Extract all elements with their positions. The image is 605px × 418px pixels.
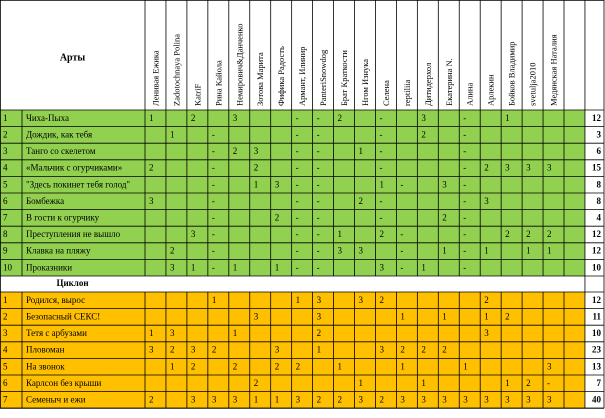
- section2-row-score: -: [547, 377, 551, 388]
- section1-row-score: 1: [526, 245, 531, 256]
- section2-row-score: 2: [505, 311, 510, 322]
- section1-row-score: 3: [274, 179, 280, 190]
- section2-row-num: 5: [3, 361, 8, 372]
- section1-row-score: 1: [379, 179, 384, 190]
- section1-row-score: 3: [169, 262, 175, 273]
- section2-row-total: 12: [592, 294, 601, 305]
- section1-row-score: 2: [358, 195, 363, 206]
- section1-row-score: -: [295, 146, 299, 157]
- section2-row-score: 1: [253, 394, 259, 405]
- section2-row-score: 2: [379, 294, 384, 305]
- section1-row-title: «Мальчик с огурчиками»: [26, 162, 123, 173]
- section1-row-total: 4: [596, 212, 601, 223]
- section1-row-score: -: [463, 262, 467, 273]
- section1-row-score: 3: [547, 162, 552, 173]
- section1-row-score: 3: [484, 195, 489, 206]
- section2-row-score: 2: [253, 377, 259, 388]
- section2-row-score: 1: [442, 311, 447, 322]
- section2-row-total: 13: [592, 361, 601, 372]
- section1-row-title: Танго со скелетом: [26, 146, 96, 157]
- column-header: Нгом Изнука: [359, 58, 370, 106]
- section2-row-score: 2: [421, 344, 426, 355]
- section2-row-score: 1: [463, 361, 468, 372]
- section2-row-score: 3: [400, 394, 405, 405]
- section1-row-score: 1: [358, 146, 363, 157]
- section1-row-score: 2: [442, 212, 447, 223]
- section2-row-score: 2: [379, 394, 384, 405]
- section1-row-score: 1: [190, 262, 196, 273]
- section1-row-num: 5: [3, 179, 8, 190]
- section2-row-score: 3: [484, 328, 489, 339]
- header-title: Арты: [59, 52, 86, 64]
- section2-row-score: 3: [547, 394, 552, 405]
- section1-row-score: 1: [337, 229, 343, 240]
- section2-row-score: 3: [421, 394, 426, 405]
- section2-row-score: 3: [547, 361, 552, 372]
- section2-row-score: 1: [337, 361, 343, 372]
- section2-row-score: 3: [463, 394, 468, 405]
- section1-row-score: -: [211, 195, 215, 206]
- section1-row-score: -: [295, 212, 299, 223]
- column-header: Zadotochnaya Polina: [171, 34, 182, 106]
- section1-row-score: 2: [337, 112, 343, 123]
- section2-row-score: 3: [358, 294, 363, 305]
- section1-row-score: 2: [190, 112, 196, 123]
- section1-row-score: 2: [421, 129, 426, 140]
- section2-row-score: 2: [149, 394, 154, 405]
- column-header: Рина Кайола: [213, 60, 224, 106]
- section1-row-score: -: [379, 146, 383, 157]
- section2-row-score: 3: [526, 394, 531, 405]
- section2-row-num: 2: [3, 311, 8, 322]
- section1-row-score: 3: [526, 162, 531, 173]
- section1-row-title: "Здесь покинет тебя голод": [26, 179, 131, 190]
- section2-row-score: 2: [295, 361, 301, 372]
- section1-row-score: -: [463, 212, 467, 223]
- section1-row-score: -: [295, 162, 299, 173]
- section1-row-score: 3: [149, 195, 154, 206]
- section1-row-score: -: [463, 162, 467, 173]
- section2-row-score: 3: [316, 311, 322, 322]
- section2-row-score: 2: [484, 294, 489, 305]
- section1-row-score: 2: [274, 212, 280, 223]
- section1-row-num: 3: [3, 146, 8, 157]
- section1-row-score: 3: [232, 112, 238, 123]
- section2-row-score: 1: [232, 328, 238, 339]
- section1-row-score: -: [379, 212, 383, 223]
- section1-row-score: -: [295, 262, 299, 273]
- section2-row-score: 2: [316, 394, 322, 405]
- section2-row-score: 1: [211, 294, 217, 305]
- section1-row-score: -: [295, 229, 299, 240]
- section2-title: Циклон: [56, 278, 89, 289]
- section1-row-score: -: [211, 146, 215, 157]
- section2-row-score: 2: [316, 328, 322, 339]
- section1-row-total: 12: [592, 112, 601, 123]
- column-header: PanteriSnowdog: [318, 49, 329, 106]
- section1-row-score: 1: [169, 129, 175, 140]
- section1-row-score: 2: [253, 162, 259, 173]
- section1-row-score: 3: [421, 112, 426, 123]
- section1-row-score: -: [295, 179, 299, 190]
- section2-row-score: 3: [358, 394, 363, 405]
- section1-row-score: -: [295, 245, 299, 256]
- section1-row-score: 1: [547, 245, 552, 256]
- column-header: Зотова Марита: [255, 52, 266, 106]
- section1-row-title: Дождик, как тебя: [26, 129, 93, 140]
- section1-row-total: 3: [596, 129, 601, 140]
- section1-row-score: -: [316, 162, 320, 173]
- section2-row-num: 4: [3, 344, 8, 355]
- section1-row-score: 3: [337, 245, 343, 256]
- section1-row-title: В гости к огурчику: [26, 212, 100, 223]
- section2-row-score: 2: [190, 361, 196, 372]
- section1-row-score: 2: [149, 162, 154, 173]
- section1-row-score: -: [463, 146, 467, 157]
- section1-row-score: 3: [505, 162, 510, 173]
- section1-row-score: 2: [526, 229, 531, 240]
- section1-row-score: -: [400, 179, 404, 190]
- column-header: svetulja2010: [527, 62, 538, 106]
- section1-row-score: 3: [379, 262, 384, 273]
- section2-row-score: 2: [526, 377, 531, 388]
- section2-row-score: 3: [316, 294, 322, 305]
- section2-fill: [0, 292, 604, 408]
- section2-row-score: 1: [316, 344, 322, 355]
- section1-row-score: -: [379, 195, 383, 206]
- section2-row-num: 3: [3, 328, 8, 339]
- section1-row-score: 2: [547, 229, 552, 240]
- section2-row-total: 23: [592, 344, 601, 355]
- section1-row-score: 2: [505, 229, 510, 240]
- section1-row-score: 3: [253, 146, 259, 157]
- section1-row-score: -: [400, 229, 404, 240]
- section1-row-score: 2: [484, 162, 489, 173]
- column-header: reptiliia: [401, 79, 412, 106]
- section2-row-title: Семеныч и ежи: [26, 394, 86, 405]
- section2-row-title: Родился, вырос: [26, 294, 86, 305]
- section1-row-score: -: [463, 179, 467, 190]
- section1-row-score: -: [316, 146, 320, 157]
- column-header: Армант, Илинир: [297, 46, 308, 106]
- section1-row-score: -: [211, 212, 215, 223]
- section1-row-num: 10: [3, 262, 12, 273]
- section1-row-score: 3: [442, 179, 447, 190]
- section1-row-score: -: [463, 195, 467, 206]
- section2-row-title: На звонок: [26, 361, 65, 372]
- section2-row-title: Тетя с арбузами: [26, 328, 87, 339]
- section1-row-score: 1: [253, 179, 259, 190]
- section1-row-score: -: [400, 245, 404, 256]
- column-header: Алина: [464, 82, 475, 106]
- section2-row-score: 3: [169, 328, 175, 339]
- section2-row-score: 2: [169, 344, 175, 355]
- section1-row-score: -: [316, 195, 320, 206]
- column-header: Селена: [380, 80, 391, 106]
- section1-row-total: 10: [592, 262, 601, 273]
- section1-row-total: 6: [596, 146, 601, 157]
- section2-row-score: 3: [484, 394, 489, 405]
- section1-row-num: 1: [3, 112, 8, 123]
- section1-row-score: -: [295, 195, 299, 206]
- section1-row-score: -: [316, 179, 320, 190]
- section1-row-score: 2: [169, 245, 175, 256]
- section1-row-num: 4: [3, 162, 8, 173]
- section1-row-score: -: [295, 129, 299, 140]
- section1-row-score: -: [400, 262, 404, 273]
- section2-row-num: 7: [3, 394, 8, 405]
- section2-row-title: Пловоман: [26, 344, 65, 355]
- section1-row-score: 2: [379, 229, 384, 240]
- section2-row-score: 2: [274, 361, 280, 372]
- column-header: Бойков Владимир: [506, 41, 517, 106]
- section2-row-num: 6: [3, 377, 8, 388]
- section1-row-score: 1: [232, 262, 238, 273]
- section1-row-score: 1: [274, 262, 280, 273]
- column-header: Дитидерхол: [422, 62, 433, 106]
- section2-row-score: 3: [190, 394, 196, 405]
- section1-row-total: 12: [592, 229, 601, 240]
- section1-row-score: -: [316, 262, 320, 273]
- section1-row-num: 9: [3, 245, 8, 256]
- section2-row-score: 2: [442, 344, 447, 355]
- section1-row-score: 1: [442, 245, 447, 256]
- section1-row-score: -: [379, 162, 383, 173]
- section1-row-score: -: [316, 112, 320, 123]
- column-header: Фифика Радость: [276, 46, 287, 106]
- section1-row-score: -: [211, 129, 215, 140]
- column-header: Ленивая Ежика: [150, 50, 161, 106]
- section2-row-score: 3: [274, 344, 280, 355]
- section1-row-score: -: [211, 229, 215, 240]
- section2-row-num: 1: [3, 294, 8, 305]
- section1-row-title: Бомбежка: [26, 195, 65, 206]
- section2-row-score: 1: [358, 377, 363, 388]
- section1-row-total: 8: [596, 195, 601, 206]
- section1-row-score: -: [316, 129, 320, 140]
- section1-row-title: Чиха-Пыха: [26, 112, 69, 123]
- section1-row-score: 3: [190, 229, 196, 240]
- section2-row-total: 40: [592, 394, 601, 405]
- section1-row-total: 12: [592, 245, 601, 256]
- section1-row-score: -: [316, 245, 320, 256]
- section1-row-score: -: [211, 245, 215, 256]
- section2-row-score: 1: [295, 294, 301, 305]
- section2-row-score: 1: [149, 328, 154, 339]
- section1-row-score: -: [316, 229, 320, 240]
- section2-row-score: 3: [211, 394, 217, 405]
- section2-row-score: 1: [400, 361, 405, 372]
- column-header: Арлекин: [485, 74, 496, 106]
- section2-row-score: 1: [274, 394, 280, 405]
- section2-row-total: 7: [596, 377, 601, 388]
- section2-row-score: 3: [379, 344, 384, 355]
- section1-row-title: Клавка на пляжу: [26, 245, 91, 256]
- section1-row-score: -: [211, 262, 215, 273]
- section2-row-score: 2: [232, 361, 238, 372]
- section1-row-score: 1: [505, 112, 510, 123]
- section2-row-score: 2: [400, 344, 405, 355]
- section1-row-score: -: [463, 245, 467, 256]
- column-header: Брат Краткости: [339, 50, 350, 106]
- section1-row-num: 8: [3, 229, 8, 240]
- section1-row-score: -: [379, 112, 383, 123]
- section1-row-score: -: [463, 229, 467, 240]
- section2-row-title: Карлсон без крыши: [26, 377, 102, 388]
- section1-row-score: -: [463, 129, 467, 140]
- section2-row-score: 3: [442, 394, 447, 405]
- section2-row-score: 2: [337, 394, 343, 405]
- section2-row-title: Безопасный СЕКС!: [26, 311, 101, 322]
- section2-row-score: 3: [149, 344, 154, 355]
- section1-row-title: Преступления не вышло: [26, 229, 121, 240]
- section1-row-score: -: [463, 112, 467, 123]
- column-header: KatriF: [192, 83, 203, 106]
- section1-row-score: -: [316, 212, 320, 223]
- section1-row-score: -: [379, 129, 383, 140]
- section2-row-score: 1: [421, 377, 426, 388]
- section2-row-score: 3: [505, 394, 510, 405]
- section1-row-total: 8: [596, 179, 601, 190]
- section1-row-score: 3: [358, 245, 363, 256]
- section1-row-score: -: [211, 179, 215, 190]
- section1-row-num: 7: [3, 212, 8, 223]
- column-header: Екатерина N.: [443, 58, 454, 106]
- section1-row-score: 1: [149, 112, 154, 123]
- section1-row-score: 2: [232, 146, 238, 157]
- section2-row-score: 2: [211, 344, 217, 355]
- section1-row-total: 15: [592, 162, 601, 173]
- section2-row-score: 3: [253, 311, 259, 322]
- section2-row-score: 1: [484, 311, 489, 322]
- section2-row-score: 1: [169, 361, 175, 372]
- section2-row-score: 3: [295, 394, 301, 405]
- section2-row-score: 3: [190, 344, 196, 355]
- column-header: Медянская Наталия: [548, 34, 559, 106]
- section1-row-title: Проказники: [26, 262, 73, 273]
- section2-row-score: 1: [505, 377, 510, 388]
- section1-row-score: 1: [484, 245, 489, 256]
- section1-row-num: 2: [3, 129, 8, 140]
- section1-row-score: 1: [421, 262, 426, 273]
- section1-row-num: 6: [3, 195, 8, 206]
- section2-row-score: 1: [400, 311, 405, 322]
- column-header: Немирович&Данченко: [234, 23, 245, 106]
- section2-row-score: 3: [232, 394, 238, 405]
- section2-row-total: 11: [592, 311, 601, 322]
- section1-row-score: -: [295, 112, 299, 123]
- section2-row-total: 10: [592, 328, 601, 339]
- section1-row-score: -: [211, 162, 215, 173]
